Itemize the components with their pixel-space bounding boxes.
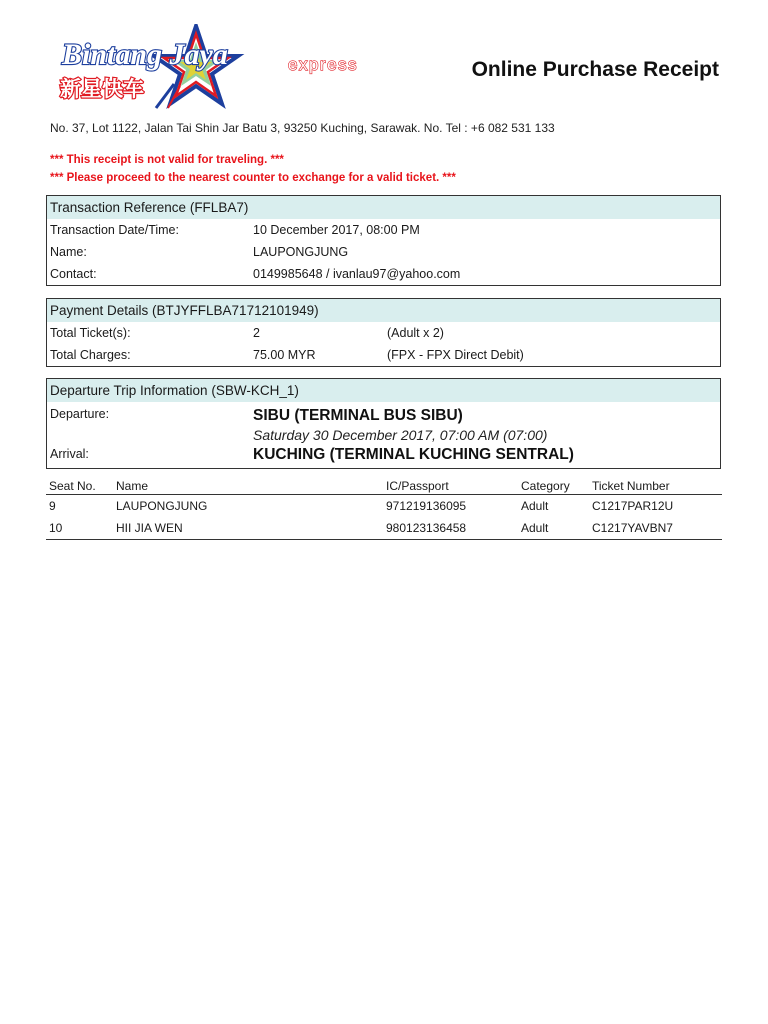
column-header: IC/Passport [383, 479, 518, 495]
transaction-section [46, 195, 721, 286]
payment-note: (Adult x 2) [387, 326, 444, 340]
company-address: No. 37, Lot 1122, Jalan Tai Shin Jar Batu 3, 93250 Kuching, Sarawak. No. Tel : +6 082 531 133 [50, 121, 555, 135]
name-cell: HII JIA WEN [113, 517, 383, 540]
logo-wordmark: Bintang Jaya [62, 38, 228, 71]
column-header: Name [113, 479, 383, 495]
departure-datetime: Saturday 30 December 2017, 07:00 AM (07:00) [253, 427, 548, 443]
departure-row [47, 405, 720, 444]
payment-row [47, 344, 720, 366]
ticket-cell: C1217PAR12U [592, 499, 674, 513]
column-header: Category [518, 479, 589, 495]
payment-label: Total Ticket(s): [50, 326, 131, 340]
warning-notice [50, 151, 456, 187]
arrival-row [47, 446, 720, 466]
page-title: Online Purchase Receipt [471, 58, 719, 81]
company-logo [56, 24, 376, 112]
table-row [46, 495, 722, 518]
info-value: 10 December 2017, 08:00 PM [253, 223, 420, 237]
departure-label: Departure: [50, 407, 110, 421]
trip-section [46, 378, 721, 469]
payment-label: Total Charges: [50, 348, 131, 362]
payment-value: 75.00 MYR [253, 348, 316, 362]
column-header: Seat No. [46, 479, 113, 495]
info-label: Contact: [50, 267, 97, 281]
logo-express: express [288, 55, 359, 74]
trip-header: Departure Trip Information (SBW-KCH_1) [47, 379, 720, 402]
info-row [47, 241, 720, 263]
ticket-cell: C1217YAVBN7 [589, 517, 722, 540]
payment-row [47, 322, 720, 344]
category-cell: Adult [521, 499, 549, 513]
payment-section [46, 298, 721, 367]
info-value: 0149985648 / ivanlau97@yahoo.com [253, 267, 461, 281]
name-cell: LAUPONGJUNG [116, 499, 208, 513]
warning-line: *** This receipt is not valid for traveling. *** [50, 154, 284, 166]
seat-cell: 10 [46, 517, 113, 540]
payment-value: 2 [253, 326, 260, 340]
logo-chinese: 新星快车 [60, 77, 144, 101]
arrival-label: Arrival: [50, 447, 89, 461]
departure-station: SIBU (TERMINAL BUS SIBU) [253, 407, 463, 424]
transaction-header: Transaction Reference (FFLBA7) [47, 196, 720, 219]
arrival-station: KUCHING (TERMINAL KUCHING SENTRAL) [253, 446, 574, 463]
info-label: Name: [50, 245, 87, 259]
payment-note: (FPX - FPX Direct Debit) [387, 348, 524, 362]
table-header-row [46, 479, 722, 495]
ic-cell: 980123136458 [383, 517, 518, 540]
warning-line: *** Please proceed to the nearest counter to exchange for a valid ticket. *** [50, 172, 456, 184]
info-row [47, 263, 720, 285]
info-value: LAUPONGJUNG [253, 245, 349, 259]
payment-header: Payment Details (BTJYFFLBA71712101949) [47, 299, 720, 322]
passenger-table [46, 479, 722, 540]
table-row [46, 517, 722, 540]
seat-cell: 9 [49, 499, 56, 513]
ic-cell: 971219136095 [386, 499, 467, 513]
category-cell: Adult [518, 517, 589, 540]
info-label: Transaction Date/Time: [50, 223, 179, 237]
column-header: Ticket Number [589, 479, 722, 495]
info-row [47, 219, 720, 241]
